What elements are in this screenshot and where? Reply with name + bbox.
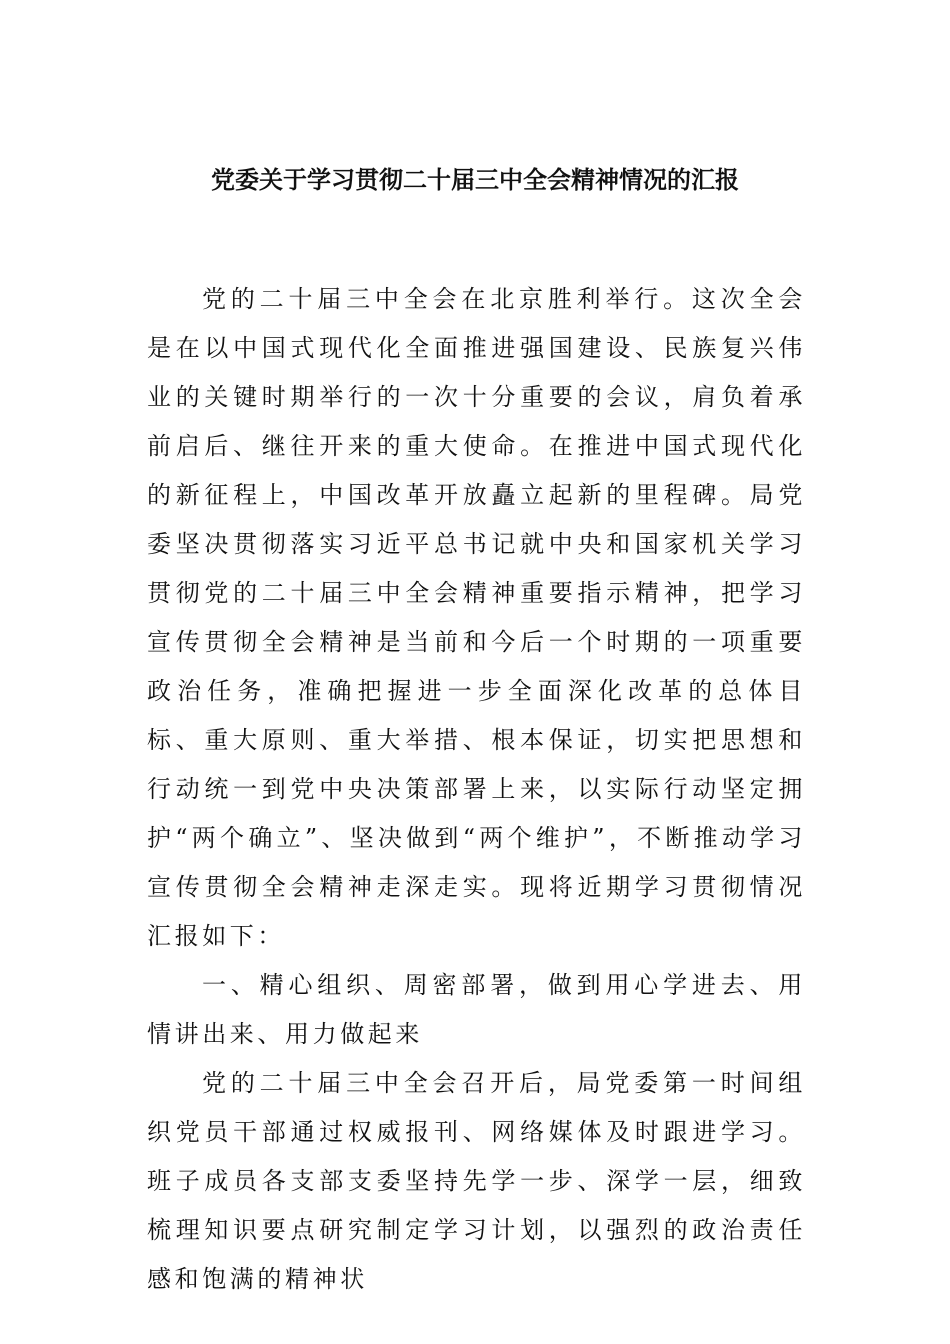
document-body — [147, 275, 806, 1304]
section-heading-1: 一、精心组织、周密部署，做到用心学进去、用情讲出来、用力做起来 — [147, 971, 806, 1048]
paragraph-section-1: 党的二十届三中全会召开后，局党委第一时间组织党员干部通过权威报刊、网络媒体及时跟进学习。班子成员各支部支委坚持先学一步、深学一层，细致梳理知识要点研究制定学习计划，以强烈的政治责任感和饱满的精神状 — [147, 1069, 806, 1293]
document-title: 党委关于学习贯彻二十届三中全会精神情况的汇报 — [211, 165, 739, 194]
paragraph-intro: 党的二十届三中全会在北京胜利举行。这次全会是在以中国式现代化全面推进强国建设、民族复兴伟业的关键时期举行的一次十分重要的会议，肩负着承前启后、继往开来的重大使命。在推进中国式现代化的新征程上，中国改革开放矗立起新的里程碑。局党委坚决贯彻落实习近平总书记就中央和国家机关学习贯彻党的二十届三中全会精神重要指示精神，把学习宣传贯彻全会精神是当前和今后一个时期的一项重要政治任务，准确把握进一步全面深化改革的总体目标、重大原则、重大举措、根本保证，切实把思想和行动统一到党中央决策部署上来，以实际行动坚定拥护“两个确立”、坚决做到“两个维护”，不断推动学习宣传贯彻全会精神走深走实。现将近期学习贯彻情况汇报如下： — [147, 285, 806, 950]
